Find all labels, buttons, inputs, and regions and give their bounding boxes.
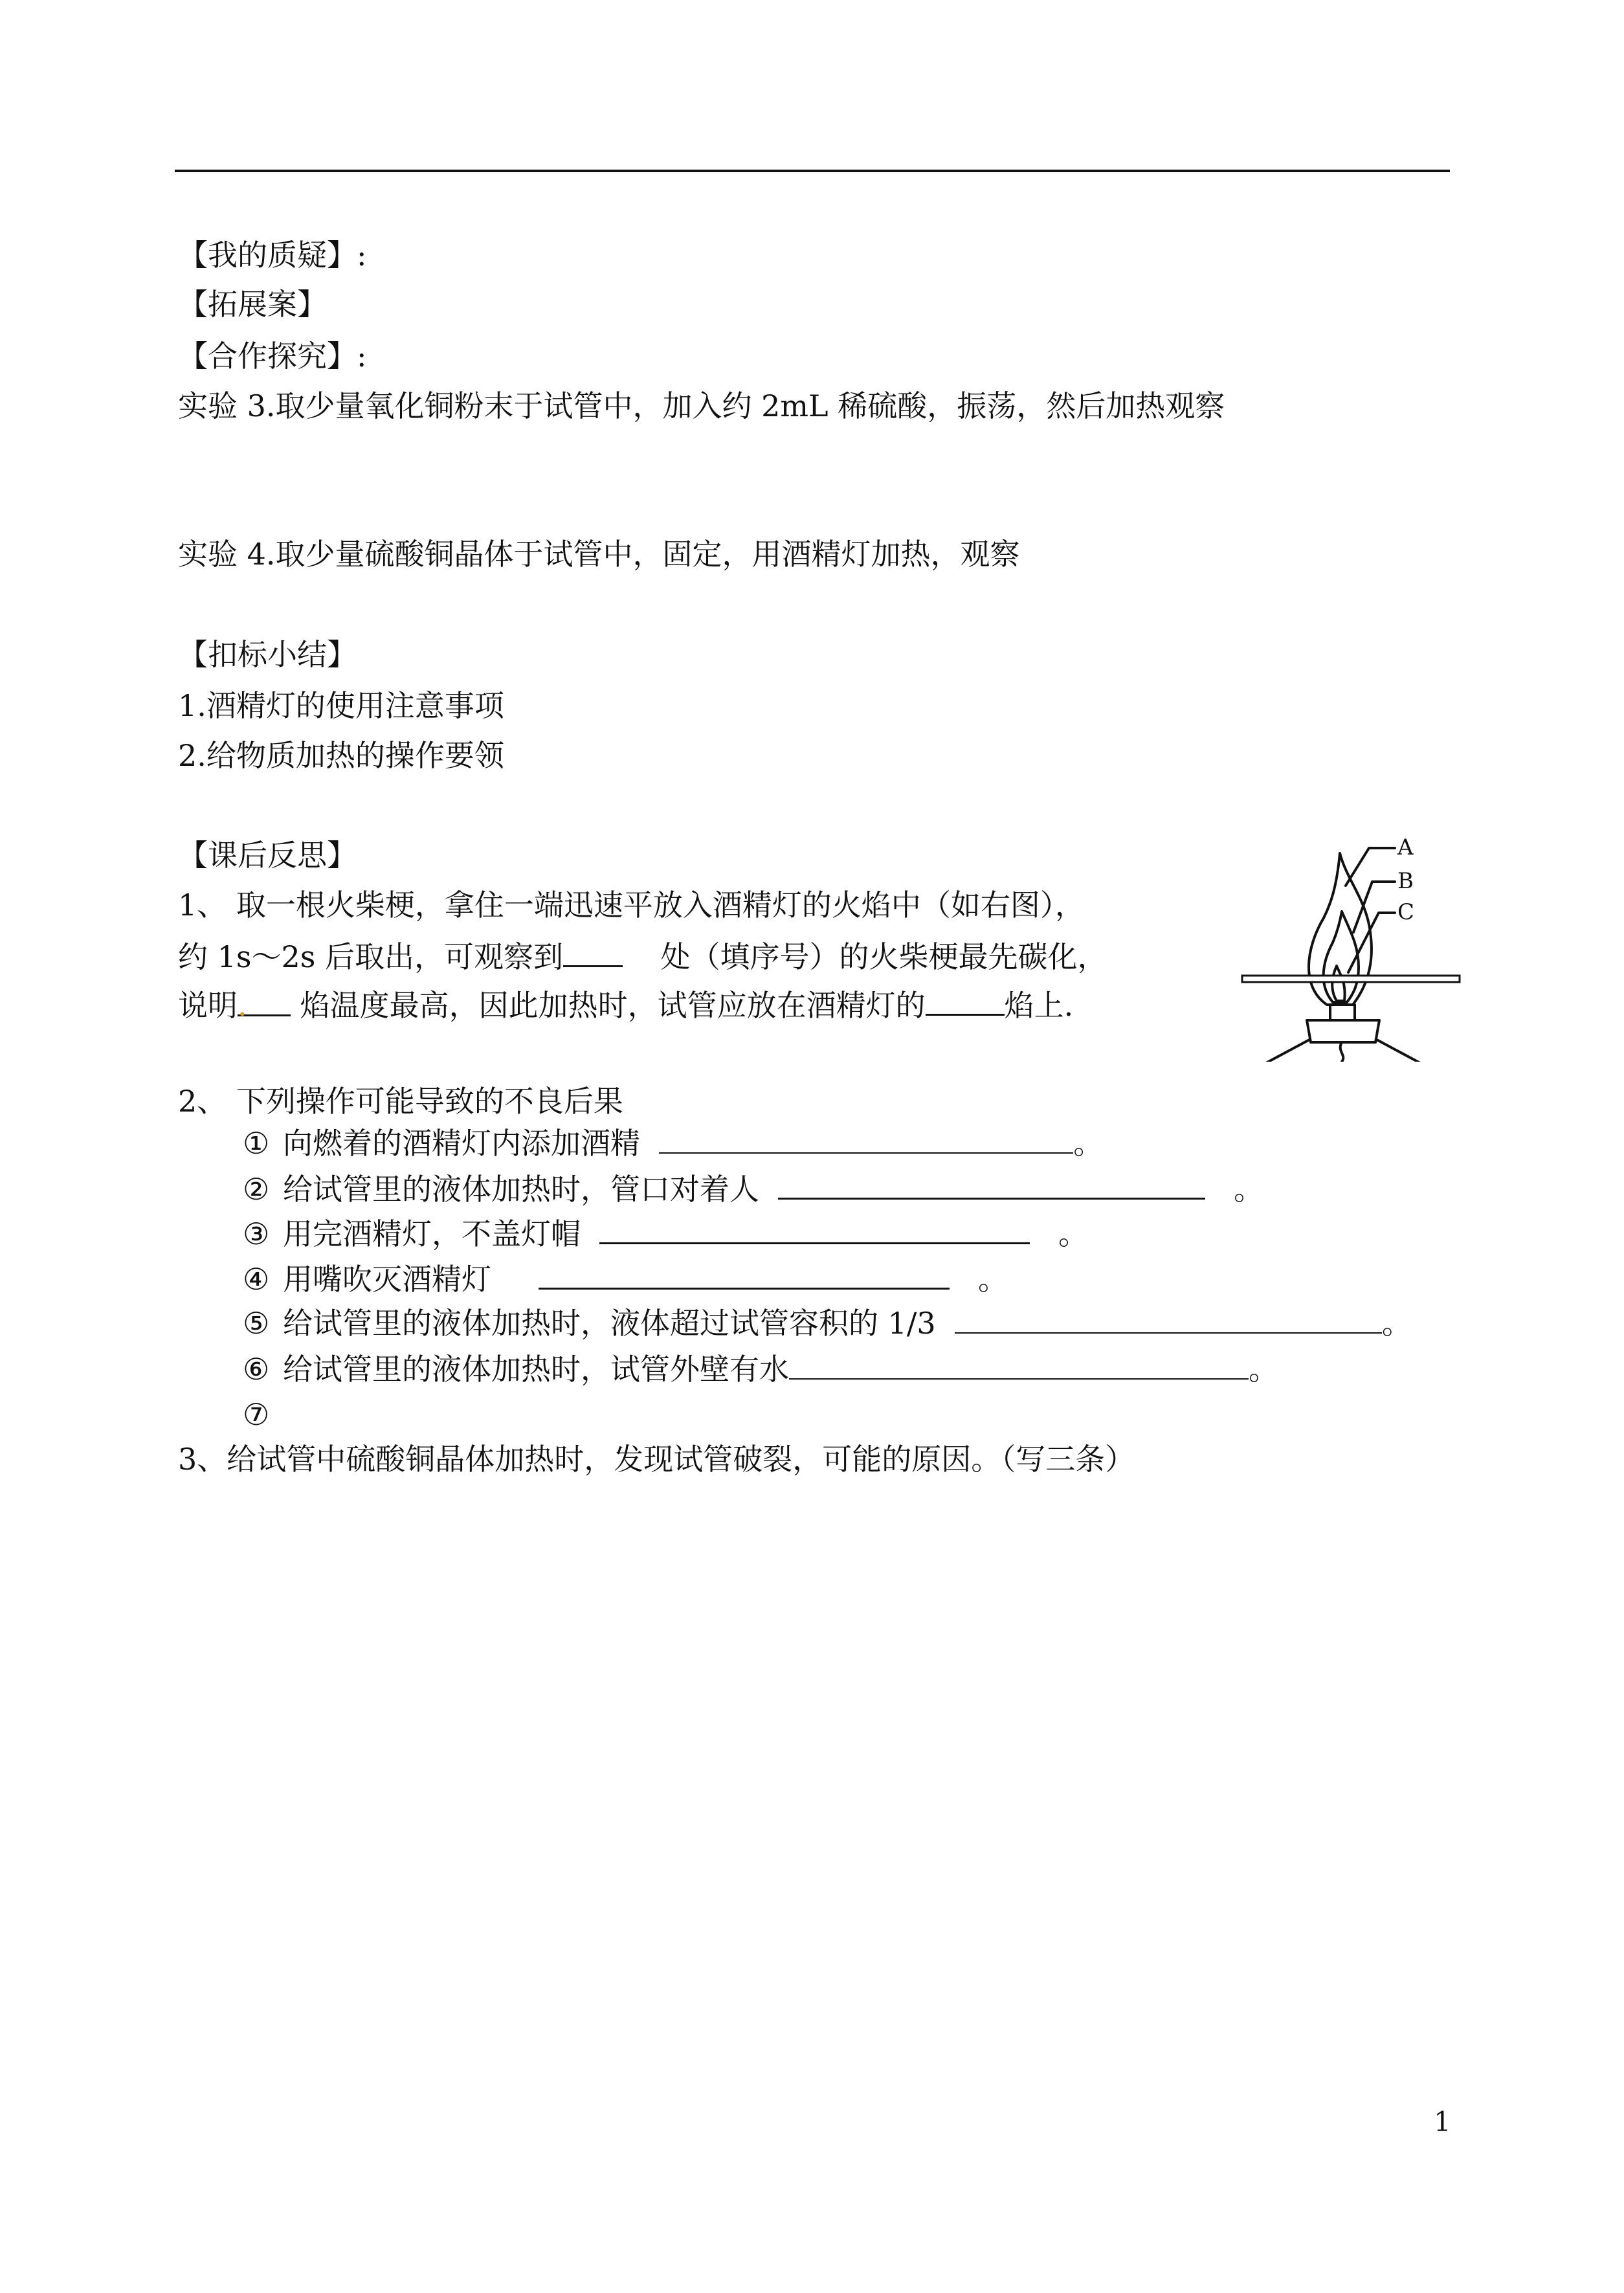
- answer-blank-position[interactable]: [563, 937, 623, 967]
- answer-blank-item-4[interactable]: [539, 1259, 950, 1290]
- answer-blank-item-5[interactable]: [955, 1304, 1382, 1334]
- answer-blank-item-6[interactable]: [789, 1350, 1249, 1380]
- flame-label-c: C: [1397, 899, 1415, 925]
- question-2-item-3: ③ 用完酒精灯，不盖灯帽 。: [243, 1214, 1088, 1253]
- lamp-cord: [1340, 1042, 1344, 1062]
- lamp-body: [1307, 1020, 1379, 1042]
- section-reflection: 【课后反思】: [178, 838, 357, 873]
- page-number: 1: [1434, 2106, 1451, 2138]
- inner-flame: [1324, 912, 1359, 1002]
- summary-item-2: 2.给物质加热的操作要领: [178, 738, 504, 773]
- experiment-3: 实验 3.取少量氧化铜粉末于试管中，加入约 2mL 稀硫酸，振荡，然后加热观察: [178, 388, 1225, 423]
- section-extension: 【拓展案】: [178, 287, 327, 322]
- question-3: 3、给试管中硫酸铜晶体加热时，发现试管破裂，可能的原因。（写三条）: [178, 1442, 1135, 1477]
- question-2-item-4: ④ 用嘴吹灭酒精灯 。: [243, 1259, 1008, 1299]
- question-1-line-3: 说明. 焰温度最高，因此加热时，试管应放在酒精灯的 焰上.: [178, 985, 1073, 1025]
- answer-blank-heating-flame[interactable]: [926, 985, 1005, 1016]
- lamp-wick: [1330, 1005, 1355, 1020]
- question-2-title: 2、 下列操作可能导致的不良后果: [178, 1084, 623, 1119]
- question-2-item-7: ⑦: [243, 1397, 270, 1432]
- alcohol-lamp-flame-figure: [1233, 835, 1473, 1062]
- label-leader-b: [1353, 882, 1395, 932]
- summary-item-1: 1.酒精灯的使用注意事项: [178, 688, 504, 723]
- experiment-4: 实验 4.取少量硫酸铜晶体于试管中，固定，用酒精灯加热，观察: [178, 537, 1020, 572]
- section-question: 【我的质疑】:: [178, 238, 367, 273]
- header-rule: [175, 170, 1450, 172]
- matchstick: [1242, 976, 1460, 982]
- question-1-line-1: 1、 取一根火柴梗，拿住一端迅速平放入酒精灯的火焰中（如右图），: [178, 888, 1085, 923]
- question-2-item-6: ⑥ 给试管里的液体加热时，试管外壁有水 。: [243, 1350, 1278, 1389]
- question-2-item-1: ① 向燃着的酒精灯内添加酒精 。: [243, 1124, 1103, 1163]
- question-2-item-2: ② 给试管里的液体加热时，管口对着人 。: [243, 1169, 1263, 1209]
- flame-label-b: B: [1397, 868, 1414, 894]
- section-cooperation: 【合作探究】:: [178, 339, 367, 374]
- answer-blank-item-3[interactable]: [599, 1214, 1030, 1244]
- answer-blank-item-2[interactable]: [778, 1169, 1205, 1200]
- answer-blank-item-1[interactable]: [659, 1124, 1073, 1154]
- question-2-item-5: ⑤ 给试管里的液体加热时，液体超过试管容积的 1/3 。: [243, 1304, 1412, 1343]
- label-leader-a: [1346, 848, 1395, 886]
- answer-blank-hottest-flame[interactable]: [238, 986, 291, 1023]
- flame-core: [1332, 966, 1344, 1001]
- flame-label-a: A: [1397, 835, 1414, 860]
- answer-mark: .: [238, 988, 247, 1023]
- section-summary: 【扣标小结】: [178, 637, 357, 672]
- question-1-line-2: 约 1s～2s 后取出，可观察到 处（填序号）的火柴梗最先碳化，: [178, 937, 1107, 976]
